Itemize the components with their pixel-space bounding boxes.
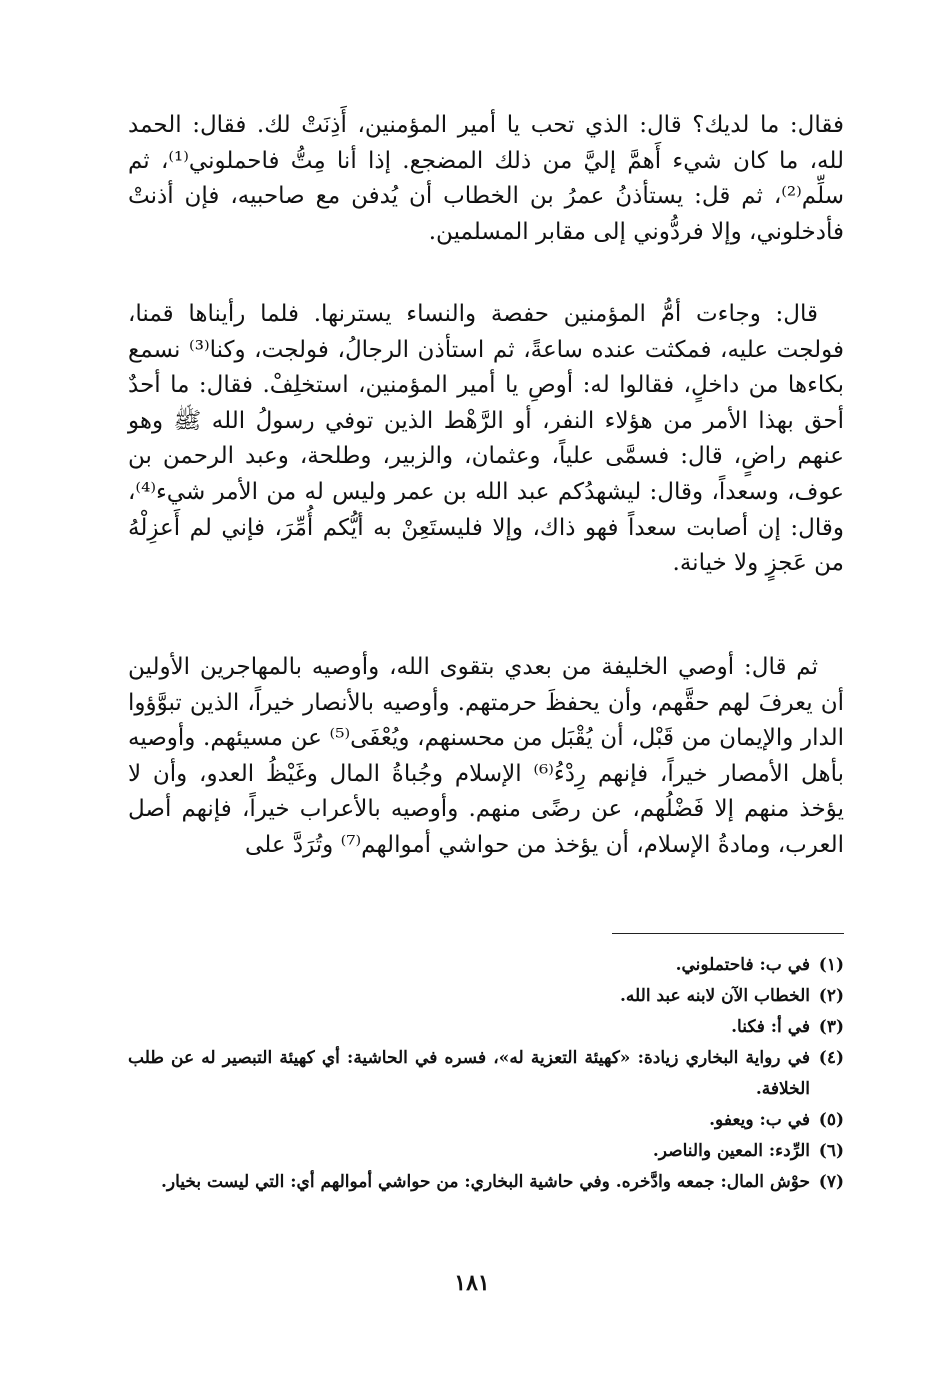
footnote-5 <box>128 1105 844 1136</box>
paragraph-3-text: ثم قال: أوصي الخليفة من بعدي بتقوى الله، وأوصيه بالمهاجرين الأولين أن يعرفَ لهم حقَّهم، وأن يحفظَ حرمتهم. وأوصيه بالأنصار خيراً، الذين تبوَّؤوا الدار والإيمان من قَبْل، أن يُقْبَل من محسنهم، ويُعْفَى⁽⁵⁾ عن مسيئهم. وأوصيه بأهل الأمصار خيراً، فإنهم رِدْءُ⁽⁶⁾ الإسلام وجُباةُ المال وغَيْظُ العدو، وأن لا يؤخذ منهم إلا فَضْلُهم، عن رضًى منهم. وأوصيه بالأعراب خيراً، فإنهم أصل العرب، ومادةُ الإسلام، أن يؤخذ من حواشي أموالهم⁽⁷⁾ وتُرَدَّ على <box>128 654 844 858</box>
footnote-4 <box>128 1043 844 1105</box>
footnote-text: الرِّدء: المعين والناصر. <box>652 1141 810 1161</box>
footnote-number: (٥) <box>818 1110 844 1130</box>
footnote-number: (٦) <box>818 1141 844 1161</box>
page-number: ١٨١ <box>454 1270 490 1296</box>
footnote-7 <box>128 1167 844 1198</box>
footnote-number: (١) <box>818 955 844 975</box>
paragraph-2 <box>128 297 844 582</box>
footnote-number: (٣) <box>818 1017 844 1037</box>
footnote-number: (٧) <box>818 1172 844 1192</box>
footnote-text: في ب: ويعفو. <box>709 1110 810 1130</box>
footnote-text: الخطاب الآن لابنه عبد الله. <box>619 986 810 1006</box>
footnote-6 <box>128 1136 844 1167</box>
footnote-separator <box>612 933 844 934</box>
paragraph-3 <box>128 650 844 864</box>
paragraph-2-text: قال: وجاءت أمُّ المؤمنين حفصة والنساء يسترنها. فلما رأيناها قمنا، فولجت عليه، فمكثت عنده ساعةً، ثم استأذن الرجالُ، فولجت، وكنا⁽³⁾ نسمع بكاءها من داخلٍ، فقالوا له: أوصِ يا أمير المؤمنين، استخلِفْ. فقال: ما أحدٌ أحق بهذا الأمر من هؤلاء النفر، أو الرَّهْط الذين توفي رسولُ الله ﷺ وهو عنهم راضٍ، قال: فسمَّى علياً، وعثمان، والزبير، وطلحة، وعبد الرحمن بن عوف، وسعداً، وقال: ليشهدُكم عبد الله بن عمر وليس له من الأمر شيء⁽⁴⁾، وقال: إن أصابت سعداً فهو ذاك، وإلا فليستَعِنْ به أيُّكم أُمِّرَ، فإني لم أَعزِلْهُ من عَجزٍ ولا خيانة. <box>128 301 845 577</box>
paragraph-1: فقال: ما لديك؟ قال: الذي تحب يا أمير المؤمنين، أَذِنَتْ لك. فقال: الحمد لله، ما كان شيء أَهمَّ إليَّ من ذلك المضجع. إذا أنا مِتُّ فاحملوني⁽¹⁾، ثم سلِّم⁽²⁾، ثم قل: يستأذنُ عمرُ بن الخطاب أن يُدفن مع صاحبيه، فإن أذنتْ فأدخلوني، وإلا فردُّوني إلى مقابر المسلمين. <box>128 112 845 245</box>
footnote-number: (٤) <box>818 1048 844 1068</box>
footnotes <box>128 950 844 1198</box>
footnote-text: في أ: فكنا. <box>731 1017 810 1037</box>
footnote-1 <box>128 950 844 981</box>
footnote-text: في ب: فاحتملوني. <box>675 955 810 975</box>
footnote-3 <box>128 1012 844 1043</box>
footnote-number: (٢) <box>818 986 844 1006</box>
footnote-text: حوْش المال: جمعه وادَّخره. وفي حاشية البخاري: من حواشي أموالهم أي: التي ليست بخيار. <box>160 1172 810 1192</box>
footnote-2 <box>128 981 844 1012</box>
footnote-text: في رواية البخاري زيادة: «كهيئة التعزية له»، فسره في الحاشية: أي كهيئة التبصير له عن طلب الخلافة. <box>128 1048 810 1099</box>
